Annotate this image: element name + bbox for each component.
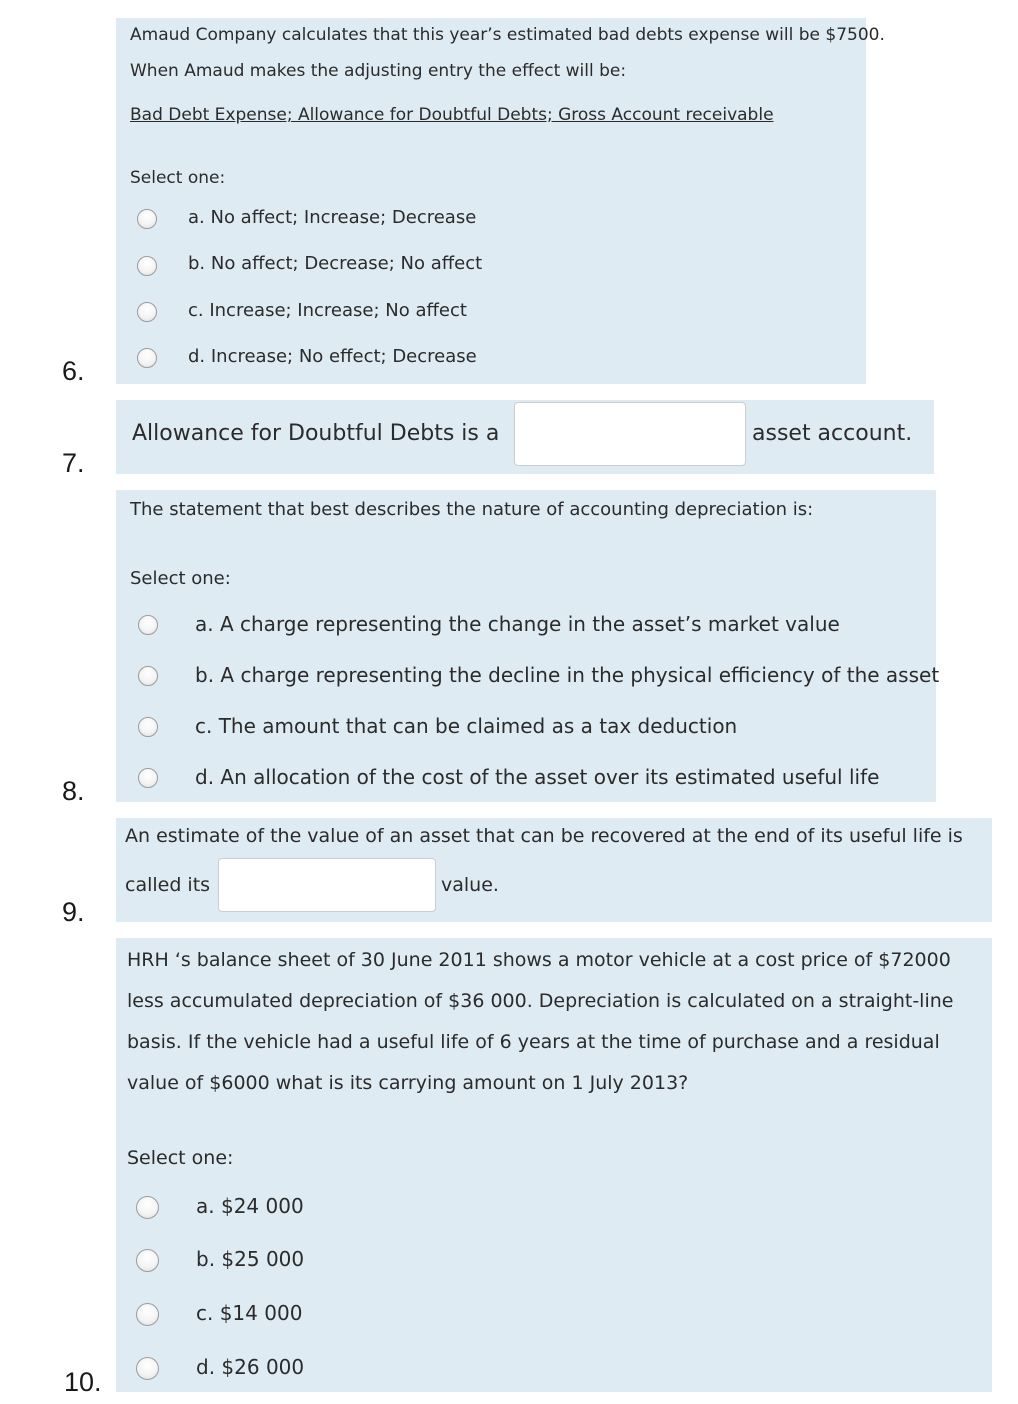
question-8-option-b[interactable]: b. A charge representing the decline in the physical efficiency of the asset	[195, 663, 940, 687]
question-10-prompt-line-3: basis. If the vehicle had a useful life of 6 years at the time of purchase and a residual	[127, 1031, 940, 1053]
question-6-prompt-line-2: When Amaud makes the adjusting entry the effect will be:	[130, 61, 627, 81]
question-10-option-a[interactable]: a. $24 000	[196, 1194, 304, 1218]
question-10-option-b[interactable]: b. $25 000	[196, 1247, 305, 1271]
question-8-panel	[116, 490, 936, 802]
question-6-prompt-line-1: Amaud Company calculates that this year’s estimated bad debts expense will be $7500.	[130, 25, 885, 45]
question-7-text-after: asset account.	[752, 421, 913, 446]
question-8-option-c[interactable]: c. The amount that can be claimed as a tax deduction	[195, 714, 738, 738]
question-6-option-a[interactable]: a. No affect; Increase; Decrease	[188, 207, 477, 228]
question-10-option-c[interactable]: c. $14 000	[196, 1301, 303, 1325]
question-8-select-label: Select one:	[130, 568, 231, 589]
question-9-line-1: An estimate of the value of an asset that can be recovered at the end of its useful life is	[125, 825, 963, 847]
question-6-option-c[interactable]: c. Increase; Increase; No affect	[188, 300, 467, 321]
question-8-option-d-radio[interactable]	[138, 768, 158, 788]
question-7-number: 7.	[62, 448, 85, 478]
question-10-option-b-radio[interactable]	[136, 1249, 159, 1272]
question-6-option-b[interactable]: b. No affect; Decrease; No affect	[188, 253, 483, 274]
question-10-prompt-line-4: value of $6000 what is its carrying amount on 1 July 2013?	[127, 1072, 689, 1094]
question-8-option-a[interactable]: a. A charge representing the change in the asset’s market value	[195, 612, 840, 636]
question-10-option-a-radio[interactable]	[136, 1196, 159, 1219]
question-10-select-label: Select one:	[127, 1147, 234, 1169]
question-8-option-a-radio[interactable]	[138, 615, 158, 635]
question-9-text-before: called its	[125, 874, 211, 896]
question-7-text-before: Allowance for Doubtful Debts is a	[132, 421, 500, 446]
question-10-option-d[interactable]: d. $26 000	[196, 1355, 305, 1379]
question-8-option-b-radio[interactable]	[138, 666, 158, 686]
question-6-option-b-radio[interactable]	[137, 256, 157, 276]
question-8-prompt: The statement that best describes the nature of accounting depreciation is:	[130, 499, 814, 520]
question-10-option-c-radio[interactable]	[136, 1303, 159, 1326]
question-10-prompt-line-1: HRH ‘s balance sheet of 30 June 2011 shows a motor vehicle at a cost price of $72000	[127, 949, 951, 971]
question-10-number: 10.	[64, 1367, 102, 1397]
question-9-text-after: value.	[441, 874, 499, 896]
question-8-option-d[interactable]: d. An allocation of the cost of the asset over its estimated useful life	[195, 765, 880, 789]
question-7-answer-input[interactable]	[514, 402, 746, 466]
question-8-number: 8.	[62, 776, 85, 806]
question-6-option-d-radio[interactable]	[137, 348, 157, 368]
question-6-select-label: Select one:	[130, 168, 226, 188]
question-6-option-a-radio[interactable]	[137, 209, 157, 229]
question-6-number: 6.	[62, 356, 85, 386]
question-9-answer-input[interactable]	[218, 858, 436, 912]
question-6-option-d[interactable]: d. Increase; No effect; Decrease	[188, 346, 477, 367]
question-6-underlined-accounts: Bad Debt Expense; Allowance for Doubtful Debts; Gross Account receivable	[130, 105, 774, 125]
question-9-number: 9.	[62, 897, 85, 927]
question-10-prompt-line-2: less accumulated depreciation of $36 000. Depreciation is calculated on a straight-line	[127, 990, 954, 1012]
question-6-option-c-radio[interactable]	[137, 302, 157, 322]
question-10-option-d-radio[interactable]	[136, 1357, 159, 1380]
question-8-option-c-radio[interactable]	[138, 717, 158, 737]
